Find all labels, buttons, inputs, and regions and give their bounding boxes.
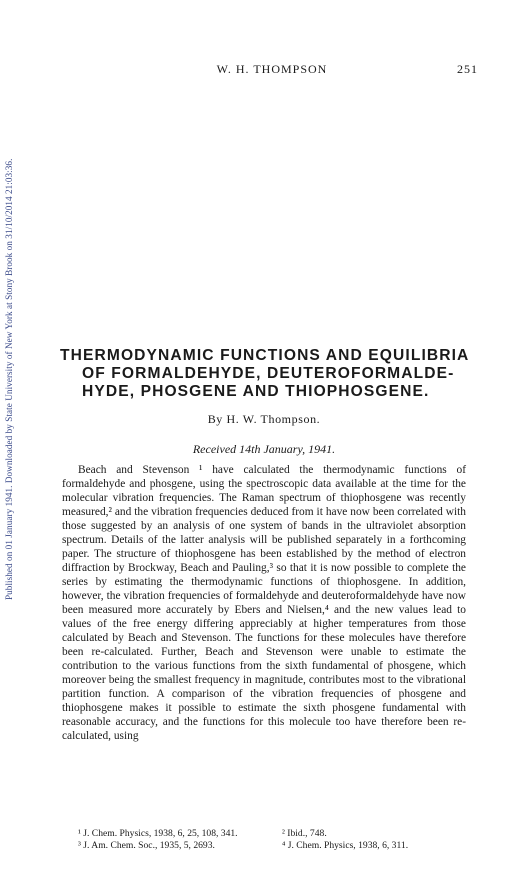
footnote-4: ⁴ J. Chem. Physics, 1938, 6, 311. bbox=[282, 839, 409, 851]
received-date: Received 14th January, 1941. bbox=[192, 442, 336, 456]
page-number: 251 bbox=[457, 62, 478, 76]
footnote-row bbox=[78, 828, 468, 840]
title-line-2: OF FORMALDEHYDE, DEUTEROFORMALDE- bbox=[82, 365, 455, 382]
title-line-1: THERMODYNAMIC FUNCTIONS AND EQUILIBRIA bbox=[60, 347, 470, 364]
byline: By H. W. Thompson. bbox=[207, 412, 321, 426]
article-title bbox=[60, 347, 468, 401]
footnote-2: ² Ibid., 748. bbox=[282, 828, 327, 839]
header-author: W. H. THOMPSON bbox=[216, 62, 328, 76]
footnote-3: ³ J. Am. Chem. Soc., 1935, 5, 2693. bbox=[78, 839, 215, 851]
body-paragraph: Beach and Stevenson ¹ have calculated the thermodynamic functions of formaldehyde and phosgene, using the spectroscopic data available at the time for the molecular vibration frequencies. The Raman spectrum of thiophosgene was recently measured,² and the vibration frequencies deduced from it have now been correlated with those suggested by an analysis of one system of bands in the ultraviolet absorption spectrum. Details of the latter analysis will be published separately in a forthcoming paper. The structure of thiophosgene has been established by the method of electron diffraction by Brockway, Beach and Pauling,³ so that it is now possible to complete the series by estimating the thermodynamic functions of thiophosgene. In addition, however, the vibration frequencies of formaldehyde and deuteroformaldehyde have now been measured more accurately by Ebers and Nielsen,⁴ and the new values lead to values of the free energy differing appreciably at higher temperatures from those calculated by Beach and Stevenson. The functions for these molecules have therefore been re-calculated. Further, Beach and Stevenson were unable to estimate the contribution to the various functions from the sixth fundamental of phosgene, which moreover being the smallest frequency in magnitude, contributes most to the vibrational partition function. A comparison of the vibration frequencies of phosgene and thiophosgene makes it possible to estimate the sixth phosgene fundamental with reasonable accuracy, and the functions for this molecule too have therefore been re-calculated, using bbox=[62, 464, 466, 742]
article-body bbox=[62, 463, 466, 743]
footnotes bbox=[78, 828, 468, 851]
footnote-row bbox=[78, 840, 468, 852]
download-watermark bbox=[4, 40, 18, 600]
title-line-3: HYDE, PHOSGENE AND THIOPHOSGENE. bbox=[82, 383, 430, 400]
download-watermark-text: Published on 01 January 1941. Downloaded by State University of New York at Stony Brook on 31/10/2014 21:03:36. bbox=[4, 158, 14, 600]
footnote-1: ¹ J. Chem. Physics, 1938, 6, 25, 108, 341. bbox=[78, 828, 238, 839]
running-header bbox=[66, 62, 478, 78]
